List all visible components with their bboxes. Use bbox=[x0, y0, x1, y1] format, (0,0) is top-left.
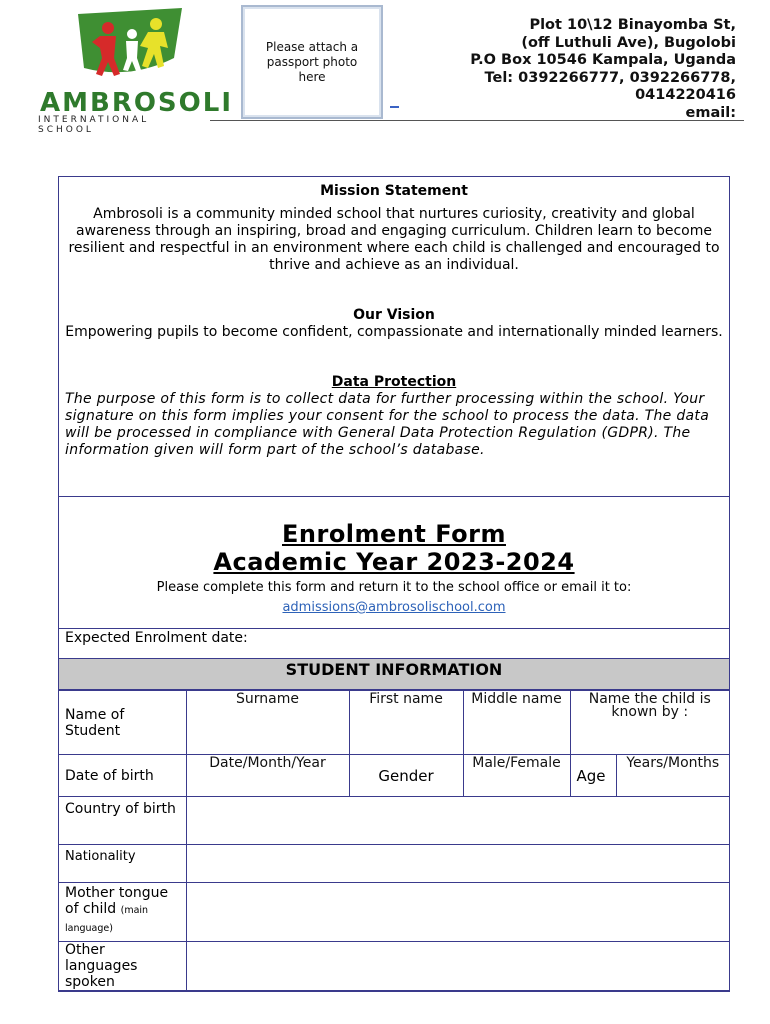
form-title-panel bbox=[59, 497, 729, 629]
address-line: (off Luthuli Ave), Bugolobi bbox=[521, 34, 736, 51]
student-info-heading: STUDENT INFORMATION bbox=[59, 659, 729, 690]
first-name-input[interactable]: First name bbox=[349, 691, 463, 755]
academic-year-title: Academic Year 2023-2024 bbox=[213, 548, 575, 576]
header-divider bbox=[210, 120, 744, 121]
nationality-input[interactable] bbox=[186, 845, 729, 883]
logo-tagline: INTERNATIONAL SCHOOL bbox=[38, 115, 150, 135]
children-emblem-icon bbox=[70, 8, 190, 90]
table-row bbox=[59, 845, 729, 883]
student-info-table bbox=[59, 690, 729, 991]
country-of-birth-input[interactable] bbox=[186, 797, 729, 845]
photo-placeholder-text: Please attach a passport photo here bbox=[265, 39, 359, 84]
form-instructions: Please complete this form and return it to the school office or email it to: bbox=[156, 580, 632, 595]
admissions-email-link[interactable]: admissions@ambrosolischool.com bbox=[282, 600, 506, 615]
school-logo bbox=[30, 8, 234, 135]
table-row bbox=[59, 691, 729, 755]
mother-tongue-note: (main language) bbox=[65, 905, 149, 934]
vision-body: Empowering pupils to become confident, compassionate and internationally minded learners. bbox=[65, 324, 723, 340]
address-line: email: bbox=[685, 104, 736, 121]
form-title: Enrolment Form bbox=[282, 520, 506, 548]
expected-enrolment-date-label: Expected Enrolment date: bbox=[65, 630, 248, 646]
school-address bbox=[406, 17, 736, 122]
name-of-student-label: Name of Student bbox=[59, 691, 186, 755]
date-of-birth-label: Date of birth bbox=[59, 755, 186, 797]
vision-heading: Our Vision bbox=[353, 307, 435, 323]
mother-tongue-label: Mother tongue of child (main language) bbox=[59, 883, 186, 942]
table-row bbox=[59, 942, 729, 991]
other-languages-input[interactable] bbox=[186, 942, 729, 991]
gender-label: Gender bbox=[349, 755, 463, 797]
mother-tongue-input[interactable] bbox=[186, 883, 729, 942]
address-line: Tel: 0392266777, 0392266778, bbox=[484, 69, 736, 86]
age-input[interactable]: Years/Months bbox=[616, 755, 729, 797]
mission-body: Ambrosoli is a community minded school that nurtures curiosity, creativity and global awareness through an inspiring, broad and engaging curriculum. Children learn to become resilient and respectful in an environment where each child is challenged and encouraged to thrive and achieve as an individual. bbox=[68, 206, 720, 273]
other-languages-label: Other languages spoken bbox=[59, 942, 186, 991]
surname-input[interactable]: Surname bbox=[186, 691, 349, 755]
table-row bbox=[59, 755, 729, 797]
statements-panel bbox=[59, 177, 729, 497]
data-protection-heading: Data Protection bbox=[331, 374, 457, 390]
enrolment-form bbox=[58, 176, 730, 992]
date-of-birth-input[interactable]: Date/Month/Year bbox=[186, 755, 349, 797]
address-line: Plot 10\12 Binayomba St, bbox=[529, 17, 736, 33]
data-protection-body: The purpose of this form is to collect data for further processing within the school. Your signature on this form implies your consent for the school to process the data. The data will be processed in compliance with General Data Protection Regulation (GDPR). The information given will form part of the school’s database. bbox=[65, 391, 710, 458]
mission-heading: Mission Statement bbox=[320, 183, 468, 199]
passport-photo-box[interactable] bbox=[241, 5, 383, 119]
logo-wordmark: AMBROSOLI bbox=[40, 88, 234, 118]
known-as-input[interactable]: Name the child is known by : bbox=[570, 691, 729, 755]
table-row bbox=[59, 797, 729, 845]
nationality-label: Nationality bbox=[59, 845, 186, 883]
expected-enrolment-date-field[interactable] bbox=[59, 629, 729, 659]
address-line: 0414220416 bbox=[635, 87, 736, 103]
table-row bbox=[59, 883, 729, 942]
middle-name-input[interactable]: Middle name bbox=[463, 691, 570, 755]
country-of-birth-label: Country of birth bbox=[59, 797, 186, 845]
dash-mark bbox=[390, 106, 399, 108]
age-label: Age bbox=[570, 755, 616, 797]
address-line: P.O Box 10546 Kampala, Uganda bbox=[470, 52, 736, 68]
gender-input[interactable]: Male/Female bbox=[463, 755, 570, 797]
